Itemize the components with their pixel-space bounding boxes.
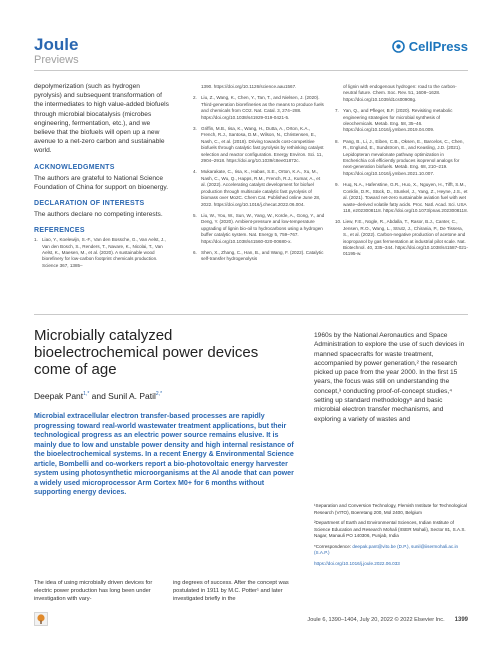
reference-number: 3. bbox=[193, 126, 197, 132]
author-affiliation-marker: 2,* bbox=[155, 391, 163, 398]
reference-text: 1390. https://doi.org/10.1126/science.aau1567. bbox=[201, 84, 297, 89]
reference-text: Huq, N.A., Hafenstine, G.R., Huo, X., Nguyen, H., Tifft, S.M., Conklin, D.R., Stück, D., Stunkel, J., Yang, Z., Heyne, J.S., et al. (2021). Toward net-zero sustainable aviation fuel with wet waste–derived volatile fatty acids. Proc. Natl. Acad. Sci. USA 118, e2023008118. https://doi.org/10.1073/pnas.2023008118. bbox=[343, 182, 468, 213]
section-divider bbox=[34, 314, 468, 315]
author-name: and Sunil A. Patil bbox=[89, 391, 156, 401]
reference-number: 1. bbox=[34, 237, 38, 243]
header-rule bbox=[34, 70, 468, 71]
body-paragraph: 1960s by the National Aeronautics and Space Administration to explore the use of such devices in manned spacecrafts for waste treatment, accompanied by power generation,² the research picked up pace from the year 2000. In the first 15 years, the focus was still on understanding the concept,³ conducting proof-of-concept studies,⁴ setting up standard methodology⁵ and basic microbial electron transfer mechanisms, and exploring a variety of wastes and bbox=[314, 332, 465, 423]
reference-number: 2. bbox=[193, 95, 197, 101]
article-title: Microbially catalyzed bioelectrochemical power devices come of age bbox=[34, 327, 259, 378]
cellpress-icon bbox=[392, 40, 405, 53]
reference-text: Yan, Q., and Pfleger, B.F. (2020). Revisiting metabolic engineering strategies for microbial synthesis of oleochemicals. Metab. Eng. 58, 35–46. https://doi.org/10.1016/j.ymben.2019.04.009. bbox=[343, 108, 453, 133]
publisher-logo bbox=[392, 39, 468, 54]
affiliation: ²Department of Earth and Environmental Sciences, Indian Institute of Science Education and Research Mohali (IISER Mohali), Sector 81, S.A.S. Nagar, Manauli PO 140306, Punjab, India bbox=[314, 520, 466, 538]
page-footer bbox=[34, 617, 468, 623]
reference-item bbox=[335, 84, 468, 103]
reference-text: Pang, B., Li, J., Eiben, C.B., Oksen, E., Barcelos, C., Chen, R., Englund, E., Sundstrom, E., and Keasling, J.D. (2021). Lepidopteran mevalonate pathway optimization in Escherichia coli efficiently produces isoprenol analogs for next-generation biofuels. Metab. Eng. 68, 210–219. https://doi.org/10.1016/j.ymben.2021.10.007. bbox=[343, 138, 464, 176]
doi-link[interactable]: https://doi.org/10.1016/j.joule.2022.06.033 bbox=[314, 560, 400, 566]
reference-number: 8. bbox=[335, 138, 339, 144]
reference-text: of lignin with endogenous hydrogen: road to the carbon-neutral future. Chem. Soc. Rev. 51, 1608–1628. https://doi.org/10.1039/d1cs00908g. bbox=[343, 84, 457, 102]
reference-item bbox=[193, 213, 325, 245]
reference-item bbox=[335, 139, 468, 177]
reference-number: 4. bbox=[193, 169, 197, 175]
reference-item bbox=[193, 250, 325, 263]
reference-number: 9. bbox=[335, 182, 339, 188]
author-line bbox=[34, 391, 162, 401]
reference-number: 7. bbox=[335, 108, 339, 114]
publisher-name: CellPress bbox=[408, 39, 468, 54]
correspondence-label: *Correspondence: bbox=[314, 543, 353, 549]
refs-heading: REFERENCES bbox=[34, 227, 85, 235]
reference-text: Griffin, M.B., Iisa, K., Wang, H., Dutta, A., Orton, K.A., French, R.J., Santosa, D.M., Wilson, N., Christensen, E., Nash, C., et al. (2018). Driving towards cost-competitive biofuels through catalytic fast pyrolysis by rethinking catalyst selection and reactor configuration. Energy Environ. Sci. 11, 2904–2918. https://doi.org/10.1039/c8ee01872c. bbox=[201, 126, 324, 164]
footer-citation: Joule 6, 1390–1404, July 20, 2022 © 2022 Elsevier Inc. bbox=[307, 617, 445, 623]
reference-item bbox=[193, 95, 325, 121]
reference-text: Mukarakate, C., Iisa, K., Habas, S.E., Orton, K.A., Xu, M., Nash, C., Wu, Q., Happs, R.M., French, R.J., Kumar, A., et al. (2022). Accelerating catalyst development for biofuel production through multiscale catalytic fast pyrolysis of biomass over Mo2C. Chem Cat. Published online June 28, 2022. https://doi.org/10.1016/j.checat.2022.06.004. bbox=[201, 169, 321, 207]
reference-number bbox=[193, 84, 201, 90]
abstract: Microbial extracellular electron transfer-based processes are rapidly progressing toward real-world wastewater treatment applications, but their technological progress as an electric power source remains elusive. It is mainly due to low and unstable power density and high internal resistance of the bioelectrochemical systems. In a recent Energy & Environmental Science article, Bombelli and co-workers report a bio-photovoltaic energy harvester system using photosynthetic microorganisms at the Al anode that can power a widely used microprocessor Arm Cortex M0+ for 6 months without supporting energy devices. bbox=[34, 412, 294, 496]
top-column-1 bbox=[34, 82, 169, 274]
reference-text: Shen, X., Zhang, C., Han, B., and Wang, F. (2022). Catalytic self-transfer hydrogenolysis bbox=[201, 249, 324, 262]
decl-heading: DECLARATION OF INTERESTS bbox=[34, 200, 145, 208]
top-column-3 bbox=[335, 84, 468, 263]
reference-item bbox=[335, 108, 468, 134]
reference-item bbox=[335, 182, 468, 214]
reference-number: 5. bbox=[193, 212, 197, 218]
reference-number: 10. bbox=[335, 219, 342, 225]
reference-item bbox=[193, 126, 325, 164]
journal-header bbox=[34, 36, 79, 67]
decl-text: The authors declare no competing interests. bbox=[34, 211, 163, 219]
reference-text: Liu, Z., Wang, K., Chen, Y., Tan, T., and Nielsen, J. (2020). Third-generation biorefineries as the means to produce fuels and chemicals from CO2. Nat. Catal. 3, 274–288. https://doi.org/10.1038/s41929-019-0421-5. bbox=[201, 95, 324, 120]
affiliation: ¹Separation and Conversion Technology, Flemish Institute for Technological Research (VITO), Boeretang 200, Mol 2400, Belgium bbox=[314, 503, 467, 515]
intro-paragraph: depolymerization (such as hydrogen pyrolysis) and subsequent transformation of the intermediates to high value-added biofuels through microbial biocatalysis (microbes engineering, fermentation, etc.), and we believe that the biofuels will open up a new avenue to a net-zero carbon and sustainable world. bbox=[34, 83, 169, 155]
affiliations bbox=[314, 503, 467, 571]
ack-heading: ACKNOWLEDGMENTS bbox=[34, 163, 115, 171]
ack-text: The authors are grateful to National Science Foundation of China for support on bioenergy. bbox=[34, 174, 169, 191]
reference-item bbox=[193, 169, 325, 207]
body-paragraph: ing degrees of success. After the concept was postulated in 1911 by M.C. Potter¹ and later investigated briefly in the bbox=[173, 580, 289, 603]
top-column-2 bbox=[193, 84, 325, 268]
reference-number: 6. bbox=[193, 249, 197, 255]
reference-number bbox=[335, 84, 343, 103]
doi bbox=[314, 561, 467, 568]
author-affiliation-marker: 1,* bbox=[83, 391, 90, 398]
reference-text: Liu, W., You, W., Sun, W., Yang, W., Korde, A., Gong, Y., and Deng, Y. (2020). Ambient-pressure and low-temperature upgrading of lignin bio-oil to hydrocarbons using a hydrogen buffer catalytic system. Nat. Energy 5, 759–767. https://doi.org/10.1038/s41560-020-00680-x. bbox=[201, 212, 325, 244]
reference-text: Liao, Y., Koelewijn, S.-F., Van den Bossche, G., Van Aelst, J., Van den Bosch, S., Renders, T., Navare, K., Nicolai, T., Van Aelst, K., Maesen, M., et al. (2020). A sustainable wood biorefinery for low-carbon footprint chemicals production. Science 367, 1385– bbox=[42, 237, 166, 268]
page-number: 1399 bbox=[454, 617, 468, 623]
reference-item bbox=[335, 219, 468, 257]
body-paragraph: The idea of using microbially driven devices for electric power production has long been under investigation with vary- bbox=[34, 580, 153, 603]
journal-name: Joule bbox=[34, 35, 79, 54]
reference-item bbox=[34, 237, 169, 269]
reference-item bbox=[193, 84, 325, 90]
correspondence-emails[interactable]: deepak.pant@vito.be (D.P.), sunil@iisermohali.ac.in (S.A.P.) bbox=[314, 543, 459, 555]
reference-text: Liew, F.E., Nogle, R., Abdalla, T., Rasor, B.J., Canter, C., Jensen, R.O., Wang, L., Strutz, J., Chirania, P., De Tissera, S., et al. (2022). Carbon-negative production of acetone and isopropanol by gas fermentation at industrial pilot scale. Nat. Biotechnol. 40, 335–344. https://doi.org/10.1038/s41587-021-01195-w. bbox=[343, 219, 468, 257]
correspondence bbox=[314, 544, 467, 557]
author-name: Deepak Pant bbox=[34, 391, 84, 401]
section-name: Previews bbox=[34, 54, 79, 66]
